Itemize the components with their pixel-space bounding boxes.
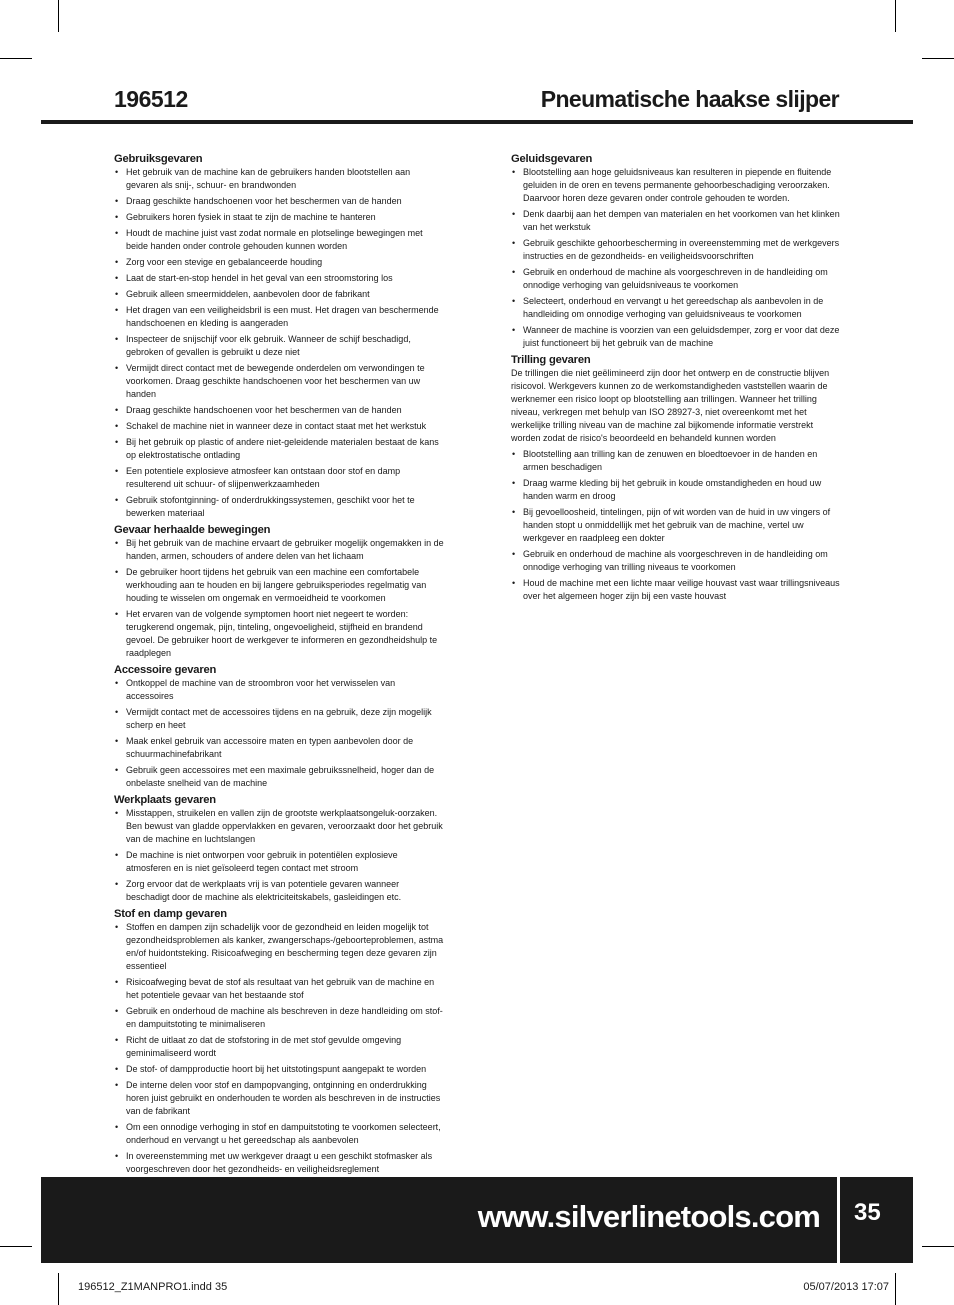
list-item: • Gebruik en onderhoud de machine als beschreven in deze handleiding om stof- en dampuitstoting te minimaliseren	[114, 1005, 445, 1031]
list-item: • Selecteert, onderhoud en vervangt u het gereedschap als aanbevolen in de handleiding om onnodige verhoging van geluidsniveaus te voorkomen	[511, 295, 841, 321]
bullet-list	[511, 166, 841, 350]
header-rule	[41, 120, 913, 124]
page-number: 35	[854, 1199, 881, 1226]
section-trilling-gevaren	[511, 353, 841, 603]
page-title: Pneumatische haakse slijper	[540, 86, 839, 112]
footer-bar	[41, 1177, 913, 1263]
crop-mark	[922, 1246, 954, 1247]
bullet-list	[114, 537, 445, 660]
bullet-list	[114, 166, 445, 520]
list-item: • Gebruik geschikte gehoorbescherming in overeenstemming met de werkgevers instructies en de gezondheids- en veiligheidsvoorschriften	[511, 237, 841, 263]
list-item: • Vermijdt direct contact met de bewegende onderdelen om verwondingen te voorkomen. Draag geschikte handschoenen voor het beschermen van uw handen	[114, 362, 445, 401]
list-item: • Gebruik en onderhoud de machine als voorgeschreven in de handleiding om onnodige verhoging van geluidsniveaus te voorkomen	[511, 266, 841, 292]
list-item: • Gebruik en onderhoud de machine als voorgeschreven in de handleiding om onnodige verhoging van trilling niveaus te voorkomen	[511, 548, 841, 574]
list-item: • Misstappen, struikelen en vallen zijn de grootste werkplaatsongeluk-oorzaken. Ben bewust van gladde oppervlakken en gevaren, veroorzaakt door het gebruik van de machine en luchtslangen	[114, 807, 445, 846]
list-item: • Zorg ervoor dat de werkplaats vrij is van potentiele gevaren wanneer beschadigt door de machine als elektriciteitskabels, gasleidingen etc.	[114, 878, 445, 904]
list-item: • Het ervaren van de volgende symptomen hoort niet negeert te worden: terugkerend ongemak, pijn, tinteling, ongevoeligheid, stijfheid en brandend gevoel. De gebruiker hoort de werkgever te informeren en gezondheidshulp te raadplegen	[114, 608, 445, 660]
slug-date: 05/07/2013 17:07	[803, 1281, 889, 1293]
list-item: • De machine is niet ontworpen voor gebruik in potentiëlen explosieve atmosferen en is niet geïsoleerd tegen contact met stroom	[114, 849, 445, 875]
list-item: • Om een onnodige verhoging in stof en dampuitstoting te voorkomen selecteert, onderhoud en vervangt u het gereedschap als aanbevolen	[114, 1121, 445, 1147]
slug-file-info: 196512_Z1MANPRO1.indd 35	[78, 1281, 228, 1293]
list-item: • Houd de machine met een lichte maar veilige houvast vast waar trillingsniveaus over het algemeen hoger zijn bij een vaste houvast	[511, 577, 841, 603]
list-item: • Gebruik alleen smeermiddelen, aanbevolen door de fabrikant	[114, 288, 445, 301]
list-item: • Bij gevoelloosheid, tintelingen, pijn of wit worden van de huid in uw vingers of handen stopt u onmiddellijk met het gebruik van de machine, vertel uw werkgever en raadpleeg een dokter	[511, 506, 841, 545]
section-heading: Geluidsgevaren	[511, 153, 593, 165]
bullet-list	[114, 677, 445, 790]
crop-mark	[58, 0, 59, 32]
list-item: • Ontkoppel de machine van de stroombron voor het verwisselen van accessoires	[114, 677, 445, 703]
section-accessoire-gevaren	[114, 663, 445, 790]
list-item: • De interne delen voor stof en dampopvanging, ontginning en onderdrukking horen juist gebruikt en onderhouden te worden als beschreven in de instructies van de fabrikant	[114, 1079, 445, 1118]
list-item: • Blootstelling aan trilling kan de zenuwen en bloedtoevoer in de handen en armen beschadigen	[511, 448, 841, 474]
section-heading: Accessoire gevaren	[114, 664, 217, 676]
list-item: • Een potentiele explosieve atmosfeer kan ontstaan door stof en damp resulterend uit schuur- of slijpenwerkzaamheden	[114, 465, 445, 491]
list-item: • Houdt de machine juist vast zodat normale en plotselinge bewegingen met beide handen onder controle gehouden kunnen worden	[114, 227, 445, 253]
section-gevaar-herhaalde-bewegingen	[114, 523, 445, 660]
list-item: • De stof- of dampproductie hoort bij het uitstotingspunt aangepakt te worden	[114, 1063, 445, 1076]
list-item: • Blootstelling aan hoge geluidsniveaus kan resulteren in piepende en fluitende geluiden in de oren en tevens permanente gehoorbeschadiging veroorzaken. Daarvoor horen deze gevaren onder controle gehouden te worden.	[511, 166, 841, 205]
right-column	[511, 152, 841, 606]
crop-mark	[0, 1246, 32, 1247]
list-item: • Vermijdt contact met de accessoires tijdens en na gebruik, deze zijn mogelijk scherp en heet	[114, 706, 445, 732]
section-heading: Gebruiksgevaren	[114, 153, 203, 165]
list-item: • In overeenstemming met uw werkgever draagt u een geschikt stofmasker als voorgeschreven door het gezondheids- en veiligheidsreglement	[114, 1150, 445, 1176]
list-item: • Bij het gebruik van de machine ervaart de gebruiker mogelijk ongemakken in de handen, armen, schouders of andere delen van het lichaam	[114, 537, 445, 563]
section-gebruiksgevaren	[114, 152, 445, 520]
footer-divider	[837, 1177, 840, 1263]
list-item: • Draag geschikte handschoenen voor het beschermen van de handen	[114, 195, 445, 208]
section-werkplaats-gevaren	[114, 793, 445, 904]
crop-mark	[922, 58, 954, 59]
list-item: • Richt de uitlaat zo dat de stofstoring in de met stof gevulde omgeving geminimaliseerd wordt	[114, 1034, 445, 1060]
section-stof-en-damp-gevaren	[114, 907, 445, 1176]
list-item: • Laat de start-en-stop hendel in het geval van een stroomstoring los	[114, 272, 445, 285]
list-item: • Inspecteer de snijschijf voor elk gebruik. Wanneer de schijf beschadigd, gebroken of gevallen is gebruikt u deze niet	[114, 333, 445, 359]
section-heading: Trilling gevaren	[511, 354, 591, 366]
list-item: • Zorg voor een stevige en gebalanceerde houding	[114, 256, 445, 269]
section-heading: Stof en damp gevaren	[114, 908, 227, 920]
crop-mark	[895, 0, 896, 32]
list-item: • Gebruik stofontginning- of onderdrukkingssystemen, geschikt voor het te bewerken materiaal	[114, 494, 445, 520]
list-item: • Denk daarbij aan het dempen van materialen en het voorkomen van het klinken van het werkstuk	[511, 208, 841, 234]
list-item: • Bij het gebruik op plastic of andere niet-geleidende materialen bestaat de kans op elektrostatische ontlading	[114, 436, 445, 462]
bullet-list	[114, 921, 445, 1176]
list-item: • Het gebruik van de machine kan de gebruikers handen blootstellen aan gevaren als snij-, schuur- en brandwonden	[114, 166, 445, 192]
section-intro: De trillingen die niet geëlimineerd zijn door het ontwerp en de constructie blijven risicovol. Werkgevers kunnen zo de werkomstandigheden vaststellen waarin de werknemer een risico loopt op blootstelling aan trillingen. Wanneer het trilling niveau, verkregen met behulp van ISO 28927-3, niet overeenkomt met het werkelijke trilling niveau van de machine zal bijkomende informatie verstrekt worden zodat de risico's beoordeeld en behandeld kunnen worden	[511, 368, 830, 443]
list-item: • Schakel de machine niet in wanneer deze in contact staat met het werkstuk	[114, 420, 445, 433]
list-item: • Gebruikers horen fysiek in staat te zijn de machine te hanteren	[114, 211, 445, 224]
list-item: • Risicoafweging bevat de stof als resultaat van het gebruik van de machine en het potentiele gevaar van het bestaande stof	[114, 976, 445, 1002]
list-item: • Stoffen en dampen zijn schadelijk voor de gezondheid en leiden mogelijk tot gezondheidsproblemen als kanker, zwangerschaps-/geboorteproblemen, astma en/of huidontsteking. Risicoafweging en bescherming tegen deze gevaren zijn essentieel	[114, 921, 445, 973]
list-item: • Maak enkel gebruik van accessoire maten en typen aanbevolen door de schuurmachinefabrikant	[114, 735, 445, 761]
crop-mark	[895, 1273, 896, 1305]
product-number: 196512	[114, 86, 188, 112]
left-column	[114, 152, 445, 1179]
section-heading: Gevaar herhaalde bewegingen	[114, 524, 271, 536]
bullet-list	[511, 448, 841, 603]
list-item: • Draag geschikte handschoenen voor het beschermen van de handen	[114, 404, 445, 417]
list-item: • Gebruik geen accessoires met een maximale gebruikssnelheid, hoger dan de onbelaste snelheid van de machine	[114, 764, 445, 790]
list-item: • Draag warme kleding bij het gebruik in koude omstandigheden en houd uw handen warm en droog	[511, 477, 841, 503]
list-item: • Wanneer de machine is voorzien van een geluidsdemper, zorg er voor dat deze juist functioneert bij het gebruik van de machine	[511, 324, 841, 350]
website-link[interactable]: www.silverlinetools.com	[477, 1199, 820, 1234]
bullet-list	[114, 807, 445, 904]
list-item: • Het dragen van een veiligheidsbril is een must. Het dragen van beschermende handschoenen en kleding is aangeraden	[114, 304, 445, 330]
crop-mark	[0, 58, 32, 59]
crop-mark	[58, 1273, 59, 1305]
section-geluidsgevaren	[511, 152, 841, 350]
list-item: • De gebruiker hoort tijdens het gebruik van een machine een comfortabele werkhouding aan te houden en bij langere gebruiksperiodes regelmatig van houding te wisselen om ongemak en vermoeidheid te voorkomen	[114, 566, 445, 605]
section-heading: Werkplaats gevaren	[114, 794, 216, 806]
